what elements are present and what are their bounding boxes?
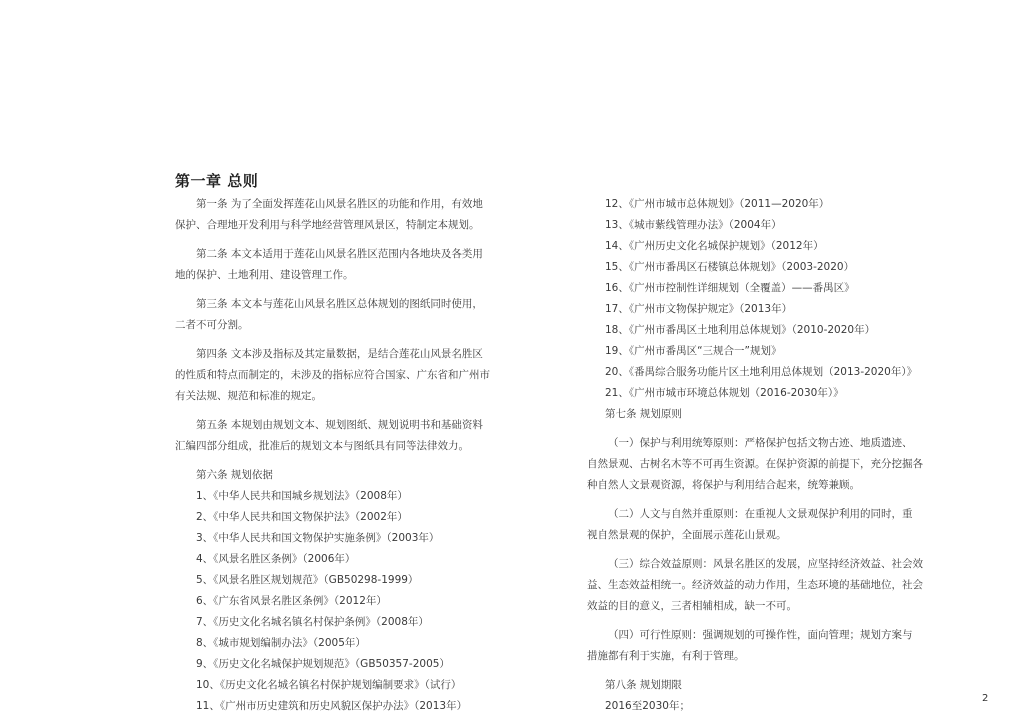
reference-item: 19、《广州市番禺区“三规合一”规划》 [605,345,782,357]
principle-4-line-2: 措施都有利于实施，有利于管理。 [587,650,745,662]
principle-3-line-1: （三）综合效益原则：风景名胜区的发展，应坚持经济效益、社会效 [608,558,923,570]
reference-item: 17、《广州市文物保护规定》（2013年） [605,303,793,315]
principle-4-line-1: （四）可行性原则：强调规划的可操作性，面向管理；规划方案与 [608,629,913,641]
left-column [175,194,497,717]
article-2-line-2: 地的保护、土地利用、建设管理工作。 [175,269,354,281]
article-4-line-1: 第四条 文本涉及指标及其定量数据，是结合莲花山风景名胜区 [196,348,483,360]
article-8-title: 第八条 规划期限 [605,679,682,691]
reference-item: 8、《城市规划编制办法》（2005年） [196,637,366,649]
article-5-line-1: 第五条 本规划由规划文本、规划图纸、规划说明书和基础资料 [196,419,483,431]
principle-3-line-3: 效益的目的意义，三者相辅相成，缺一不可。 [587,600,797,612]
reference-item: 18、《广州市番禺区土地利用总体规划》（2010-2020年） [605,324,876,336]
article-1-line-2: 保护、合理地开发利用与科学地经营管理风景区，特制定本规划。 [175,219,480,231]
article-3-line-1: 第三条 本文本与莲花山风景名胜区总体规划的图纸同时使用， [196,298,483,310]
reference-item: 2、《中华人民共和国文物保护法》（2002年） [196,511,408,523]
article-3-line-2: 二者不可分割。 [175,319,249,331]
reference-item: 21、《广州市城市环境总体规划（2016-2030年）》 [605,387,844,399]
article-1-line-1: 第一条 为了全面发挥莲花山风景名胜区的功能和作用，有效地 [196,198,483,210]
principle-1-line-2: 自然景观、古树名木等不可再生资源。在保护资源的前提下，充分挖掘各 [587,458,923,470]
reference-item: 7、《历史文化名城名镇名村保护条例》（2008年） [196,616,429,628]
principle-2-line-1: （二）人文与自然并重原则：在重视人文景观保护利用的同时，重 [608,508,913,520]
reference-item: 14、《广州历史文化名城保护规划》（2012年） [605,240,824,252]
article-6-title: 第六条 规划依据 [196,469,273,481]
reference-item: 3、《中华人民共和国文物保护实施条例》（2003年） [196,532,440,544]
principle-1-line-3: 种自然人文景观资源，将保护与利用结合起来，统筹兼顾。 [587,479,860,491]
reference-item: 5、《风景名胜区规划规范》（GB50298-1999） [196,574,419,586]
principle-1-line-1: （一）保护与利用统筹原则：严格保护包括文物古迹、地质遗迹、 [608,437,913,449]
reference-item: 12、《广州市城市总体规划》（2011—2020年） [605,198,830,210]
principle-2-line-2: 视自然景观的保护，全面展示莲花山景观。 [587,529,787,541]
chapter-title: 第一章 总则 [175,172,259,190]
reference-item: 15、《广州市番禺区石楼镇总体规划》（2003-2020） [605,261,855,273]
article-8-value: 2016至2030年； [605,700,690,712]
page-number: 2 [982,693,989,704]
reference-item: 10、《历史文化名城名镇名村保护规划编制要求》（试行） [196,679,462,691]
article-4-line-2: 的性质和特点而制定的，未涉及的指标应符合国家、广东省和广州市 [175,369,490,381]
reference-item: 4、《风景名胜区条例》（2006年） [196,553,356,565]
article-4-line-3: 有关法规、规范和标准的规定。 [175,390,322,402]
article-7-title: 第七条 规划原则 [605,408,682,420]
reference-item: 20、《番禺综合服务功能片区土地利用总体规划（2013-2020年）》 [605,366,918,378]
reference-item: 11、《广州市历史建筑和历史风貌区保护办法》（2013年） [196,700,468,712]
right-column [587,194,922,717]
article-5-line-2: 汇编四部分组成，批准后的规划文本与图纸具有同等法律效力。 [175,440,469,452]
reference-item: 9、《历史文化名城保护规划规范》（GB50357-2005） [196,658,450,670]
reference-item: 6、《广东省风景名胜区条例》（2012年） [196,595,387,607]
reference-item: 13、《城市紫线管理办法》（2004年） [605,219,782,231]
reference-item: 1、《中华人民共和国城乡规划法》（2008年） [196,490,408,502]
article-2-line-1: 第二条 本文本适用于莲花山风景名胜区范围内各地块及各类用 [196,248,483,260]
principle-3-line-2: 益、生态效益相统一。经济效益的动力作用，生态环境的基础地位，社会 [587,579,923,591]
reference-item: 16、《广州市控制性详细规划（全覆盖）——番禺区》 [605,282,855,294]
